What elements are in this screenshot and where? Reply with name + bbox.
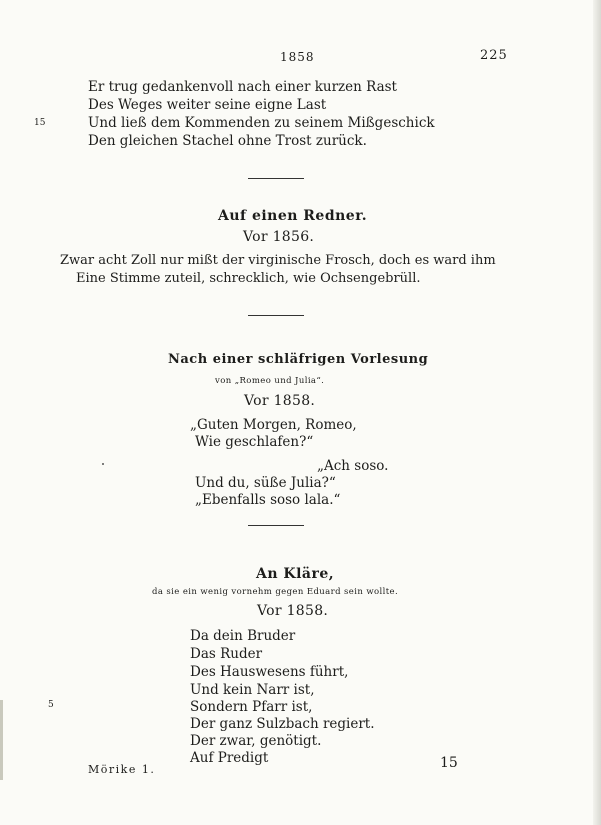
klaere-line-6: Der ganz Sulzbach regiert.: [190, 716, 375, 732]
top-poem-line-2: Des Weges weiter seine eigne Last: [88, 97, 327, 113]
top-poem-line-4: Den gleichen Stachel ohne Trost zurück.: [88, 133, 367, 149]
poem-subtitle-klaere: da sie ein wenig vornehm gegen Eduard sein wollte.: [152, 587, 399, 597]
signature-mark: Mörike 1.: [88, 763, 156, 776]
poem-date-redner: Vor 1856.: [243, 229, 315, 245]
poem-title-klaere: An Kläre,: [256, 566, 335, 582]
vorlesung-line-5: „Ebenfalls soso lala.“: [195, 492, 341, 508]
section-divider: [248, 525, 304, 526]
vorlesung-line-4: Und du, süße Julia?“: [195, 475, 336, 491]
poem-date-klaere: Vor 1858.: [257, 603, 329, 619]
poem-date-vorlesung: Vor 1858.: [244, 393, 316, 409]
klaere-line-4: Und kein Narr ist,: [190, 682, 315, 698]
redner-line-1: Zwar acht Zoll nur mißt der virginische Frosch, doch es ward ihm: [60, 253, 496, 268]
klaere-line-2: Das Ruder: [190, 646, 263, 662]
page-number: 225: [480, 48, 508, 63]
poem-subtitle-vorlesung: von „Romeo und Julia“.: [215, 376, 325, 386]
vorlesung-line-3: „Ach soso.: [317, 458, 389, 474]
section-divider: [248, 315, 304, 316]
klaere-line-8: Auf Predigt: [190, 750, 269, 766]
poem-title-redner: Auf einen Redner.: [218, 208, 368, 224]
line-number-15: 15: [34, 118, 46, 128]
ink-dot: [102, 463, 104, 465]
page-edge-shadow: [593, 0, 601, 825]
poem-title-vorlesung: Nach einer schläfrigen Vorlesung: [168, 352, 429, 367]
redner-line-2: Eine Stimme zuteil, schrecklich, wie Ochsengebrüll.: [76, 271, 421, 286]
line-number-5: 5: [48, 700, 54, 710]
vorlesung-line-2: Wie geschlafen?“: [195, 434, 314, 450]
sheet-number: 15: [440, 755, 458, 771]
running-header-year: 1858: [280, 50, 315, 64]
klaere-line-5: Sondern Pfarr ist,: [190, 699, 313, 715]
vorlesung-line-1: „Guten Morgen, Romeo,: [190, 417, 357, 433]
klaere-line-1: Da dein Bruder: [190, 628, 296, 644]
top-poem-line-1: Er trug gedankenvoll nach einer kurzen Rast: [88, 79, 397, 95]
klaere-line-7: Der zwar, genötigt.: [190, 733, 322, 749]
klaere-line-3: Des Hauswesens führt,: [190, 664, 349, 680]
binding-edge: [0, 700, 3, 780]
section-divider: [248, 178, 304, 179]
top-poem-line-3: Und ließ dem Kommenden zu seinem Mißgeschick: [88, 115, 435, 131]
